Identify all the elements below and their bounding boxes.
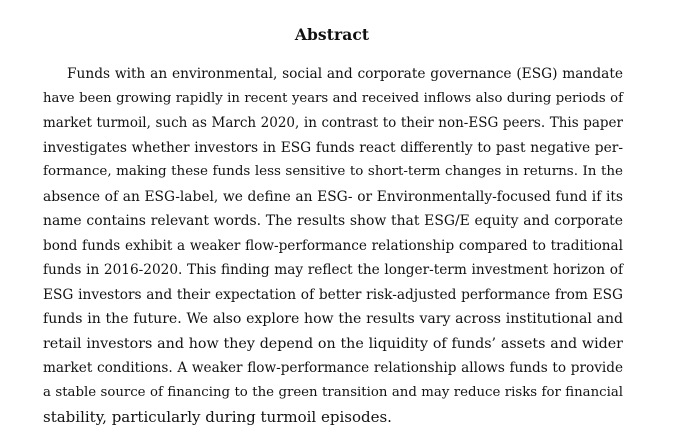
abstract-line: stability, particularly during turmoil episodes. <box>43 408 392 426</box>
abstract-line: have been growing rapidly in recent years and received inflows also during periods of <box>43 90 623 106</box>
abstract-line: ESG investors and their expectation of better risk-adjusted performance from ESG <box>43 286 623 303</box>
abstract-line: absence of an ESG-label, we define an ESG- or Environmentally-focused fund if its <box>43 188 623 205</box>
abstract-line: formance, making these funds less sensitive to short-term changes in returns. In the <box>43 164 623 179</box>
abstract-line: funds in the future. We also explore how the results vary across institutional and <box>43 311 623 327</box>
abstract-line: Funds with an environmental, social and corporate governance (ESG) mandate <box>67 66 623 82</box>
abstract-paragraph <box>43 62 623 430</box>
abstract-line: name contains relevant words. The results show that ESG/E equity and corporate <box>43 213 623 229</box>
abstract-heading: Abstract <box>294 25 370 44</box>
abstract-line: retail investors and how they depend on the liquidity of funds’ assets and wider <box>43 335 623 352</box>
abstract-line: a stable source of financing to the green transition and may reduce risks for financial <box>43 384 623 400</box>
abstract-line: investigates whether investors in ESG funds react differently to past negative per- <box>43 139 623 156</box>
abstract-line: bond funds exhibit a weaker flow-performance relationship compared to traditional <box>43 237 623 254</box>
abstract-line: market turmoil, such as March 2020, in contrast to their non-ESG peers. This paper <box>43 115 623 131</box>
abstract-line: market conditions. A weaker flow-performance relationship allows funds to provide <box>43 360 623 376</box>
abstract-line: funds in 2016-2020. This finding may reflect the longer-term investment horizon of <box>43 262 623 278</box>
